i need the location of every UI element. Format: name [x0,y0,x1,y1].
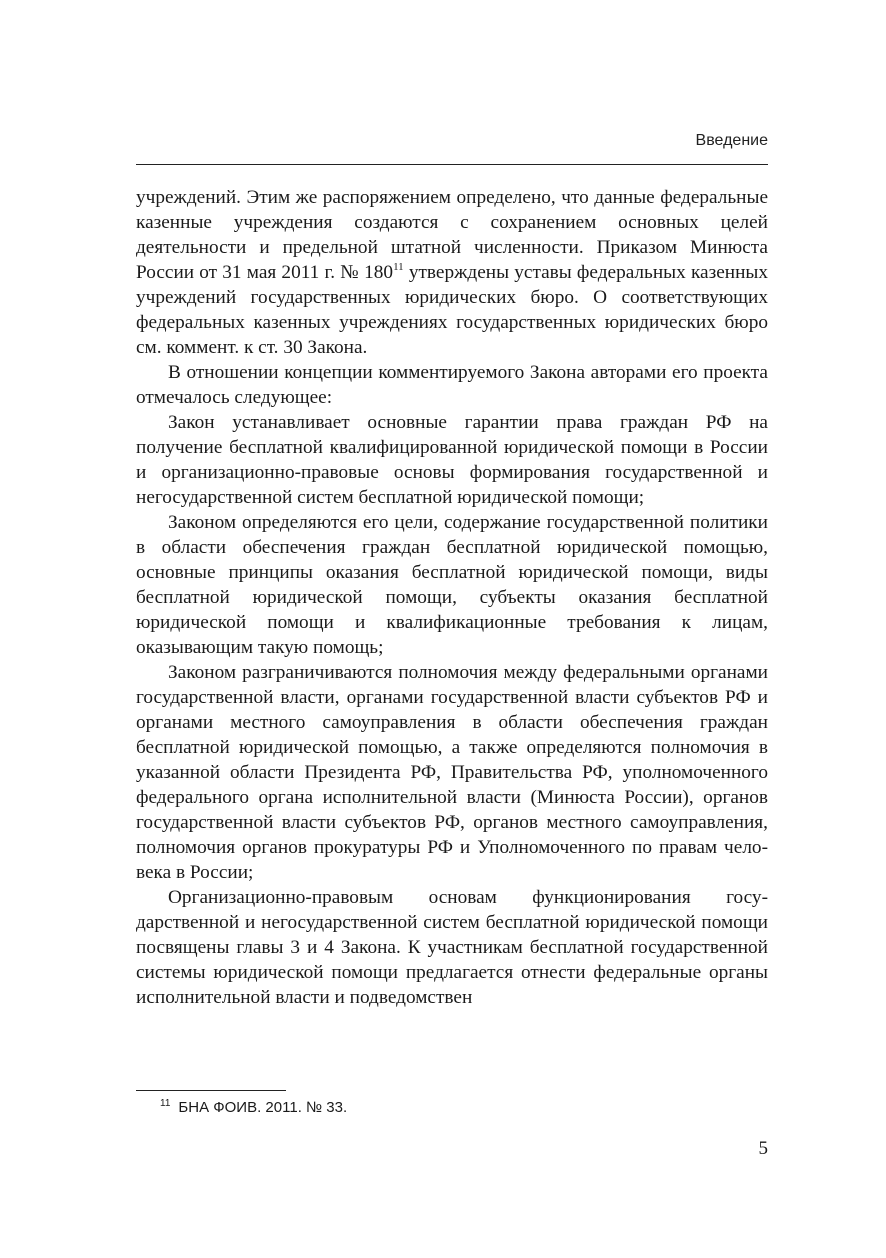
main-text [136,185,768,1010]
paragraph-continuation [136,185,768,360]
running-head-title: Введение [695,132,768,149]
paragraph: Законом определяются его цели, содержание государственной политики в области обеспечения граждан бесплатной юридической помощью, основные принципы оказания бесплатной юридической помощи, виды бесплатной юридической помощи, субъекты оказания бесплатной юридической помощи и квалификационные требования к лицам, оказывающим такую помощь; [136,512,768,658]
page-number: 5 [758,1138,768,1159]
footnote-number: 11 [160,1098,171,1109]
footnote [160,1098,760,1118]
footnote-text: БНА ФОИВ. 2011. № 33. [178,1099,348,1116]
paragraph: Организационно-правовым основам функционирования государственной и негосударственной систем бесплатной юридической помощи посвящены главы 3 и 4 Закона. К участникам бесплатной государственной системы юридической помощи предлагается отнести федеральные органы исполнительной власти и подведомствен [136,887,768,1008]
paragraph-text: утверждены уставы федеральных казенных учреждений государственных юридических бюро. О соответствующих федеральных казенных учреждениях государственных юридических бюро см. коммент. к ст. 30 Закона. [136,262,768,358]
paragraph: Закон устанавливает основные гарантии права граждан РФ на получение бесплатной квалифицированной юридической помощи в России и организационно-правовые основы формирования государственной и негосударственной систем бесплатной юридической помощи; [136,412,768,508]
paragraph: Законом разграничиваются полномочия между федеральными органами государственной власти, органами государственной власти субъектов РФ и органами местного самоуправления в области обеспечения граждан бесплатной юридической помощью, а также определяются полномочия в указанной области Президента РФ, Правительства РФ, уполномоченного федерального органа исполнительной власти (Минюста России), органов государственной власти субъектов РФ, органов местного самоуправления, полномочия органов прокуратуры РФ и Уполномоченного по правам человека в России; [136,662,768,883]
header-divider [136,164,768,165]
paragraph: В отношении концепции комментируемого Закона авторами его проекта отмечалось следующее: [136,362,768,408]
footnote-divider [136,1090,286,1091]
paragraph-text: учреждений. Этим же распоряжением определено, что данные федеральные казенные учреждения создаются с сохранением основных целей деятельности и предельной штатной численности. Приказом Минюста России от 31 мая 2011 г. № 180 [136,187,768,283]
footnote-reference[interactable]: 11 [393,261,404,273]
